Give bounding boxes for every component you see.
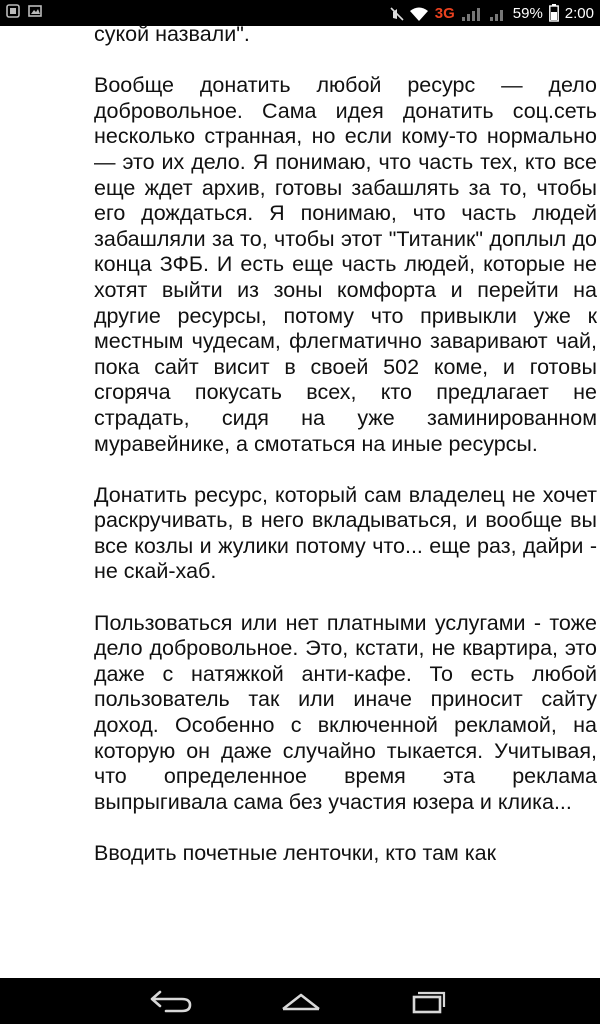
notification-icon	[6, 4, 20, 18]
battery-percent: 59%	[512, 4, 543, 22]
clock: 2:00	[564, 4, 594, 22]
image-icon	[28, 4, 42, 18]
network-type-label: 3G	[434, 4, 455, 22]
paragraph: сукой назвали".	[94, 22, 250, 46]
back-button[interactable]	[146, 986, 202, 1016]
signal-icon	[489, 6, 507, 20]
mute-icon	[389, 6, 403, 20]
article-body	[94, 22, 597, 892]
home-icon	[273, 986, 329, 1016]
paragraph: Вообще донатить любой ресурс — дело добровольное. Сама идея донатить соц.сеть несколько странная, но если кому-то нормально — это их дело. Я понимаю, что часть тех, кто все еще ждет архив, готовы забашлять за то, чтобы его дождаться. Я понимаю, что часть людей забашляли за то, чтобы этот "Титаник" доплыл до конца ЗФБ. И есть еще часть людей, которые не хотят выйти из зоны комфорта и перейти на другие ресурсы, потому что привыкли уже к местным чудесам, флегматично заваривают чай, пока сайт висит в своей 502 коме, и готовы сгоряча покусать всех, кто предлагает не страдать, сидя на уже заминированном муравейнике, а смотаться на иные ресурсы.	[94, 73, 597, 456]
signal-icon	[461, 6, 483, 20]
battery-icon	[549, 4, 559, 22]
paragraph: Вводить почетные ленточки, кто там как	[94, 841, 497, 865]
paragraph: Пользоваться или нет платными услугами - тоже дело добровольное. Это, кстати, не квартира, это даже с натяжкой анти-кафе. То есть любой пользователь так или иначе приносит сайту доход. Особенно с включенной рекламой, на которую он даже случайно тыкается. Учитывая, что определенное время эта реклама выпрыгивала сама без участия юзера и клика...	[94, 610, 597, 814]
home-button[interactable]	[273, 986, 329, 1016]
paragraph: Донатить ресурс, который сам владелец не хочет раскручивать, в него вкладываться, и вообще вы все козлы и жулики потому что... еще раз, дайри - не скай-хаб.	[94, 482, 597, 584]
recent-apps-icon	[400, 986, 456, 1016]
wifi-icon	[409, 6, 429, 20]
recent-apps-button[interactable]	[400, 986, 456, 1016]
back-icon	[146, 986, 202, 1016]
navigation-bar	[0, 978, 600, 1024]
